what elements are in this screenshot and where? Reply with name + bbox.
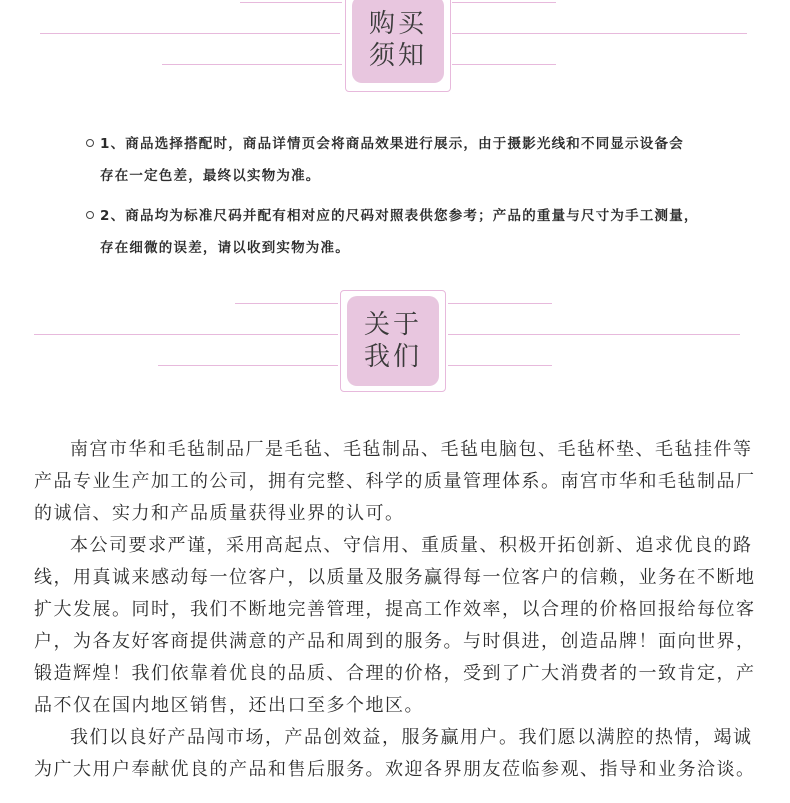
notice-title-line2: 须知 [368,40,427,71]
about-title-badge [347,296,439,386]
header-line [162,64,342,65]
header-line [235,303,338,304]
header-line [40,33,340,34]
about-paragraph: 本公司要求严谨，采用高起点、守信用、重质量、积极开拓创新、追求优良的路线，用真诚来感动每一位客户，以质量及服务赢得每一位客户的信赖，业务在不断地扩大发展。同时，我们不断地完善管理，提高工作效率，以合理的价格回报给每位客户，为各友好客商提供满意的产品和周到的服务。与时俱进，创造品牌！面向世界，锻造辉煌！我们依靠着优良的品质、合理的价格，受到了广大消费者的一致肯定，产品不仅在国内地区销售，还出口至多个地区。 [34,535,756,716]
notice-item [86,128,766,192]
header-line [158,365,338,366]
circle-bullet-icon [86,211,94,219]
circle-bullet-icon [86,139,94,147]
about-title-line1: 关于 [363,310,422,340]
notice-item-line2: 存在一定色差，最终以实物为准。 [100,168,321,184]
about-text [34,434,760,786]
header-line [34,334,338,335]
header-line [448,303,552,304]
notice-item [86,200,766,264]
notice-item-line1: 1、商品选择搭配时，商品详情页会将商品效果进行展示，由于摄影光线和不同显示设备会 [100,136,684,152]
header-line [240,2,342,3]
notice-list [86,128,766,272]
header-line [448,365,552,366]
notice-title-badge [352,0,444,83]
notice-header [0,0,790,100]
notice-item-line2: 存在细微的误差，请以收到实物为准。 [100,240,350,256]
header-line [448,334,740,335]
notice-title-line1: 购买 [368,8,427,39]
about-paragraph: 我们以良好产品闯市场，产品创效益，服务赢用户。我们愿以满腔的热情，竭诚为广大用户奉献优良的产品和售后服务。欢迎各界朋友莅临参观、指导和业务洽谈。 [34,727,756,780]
header-line [452,64,556,65]
notice-item-line1: 2、商品均为标准尺码并配有相对应的尺码对照表供您参考；产品的重量与尺寸为手工测量， [100,208,699,224]
about-header [0,288,790,398]
about-paragraph: 南宫市华和毛毡制品厂是毛毡、毛毡制品、毛毡电脑包、毛毡杯垫、毛毡挂件等产品专业生产加工的公司，拥有完整、科学的质量管理体系。南宫市华和毛毡制品厂的诚信、实力和产品质量获得业界的认可。 [34,439,756,524]
about-title-line2: 我们 [363,342,422,372]
header-line [452,2,556,3]
header-line [452,33,747,34]
